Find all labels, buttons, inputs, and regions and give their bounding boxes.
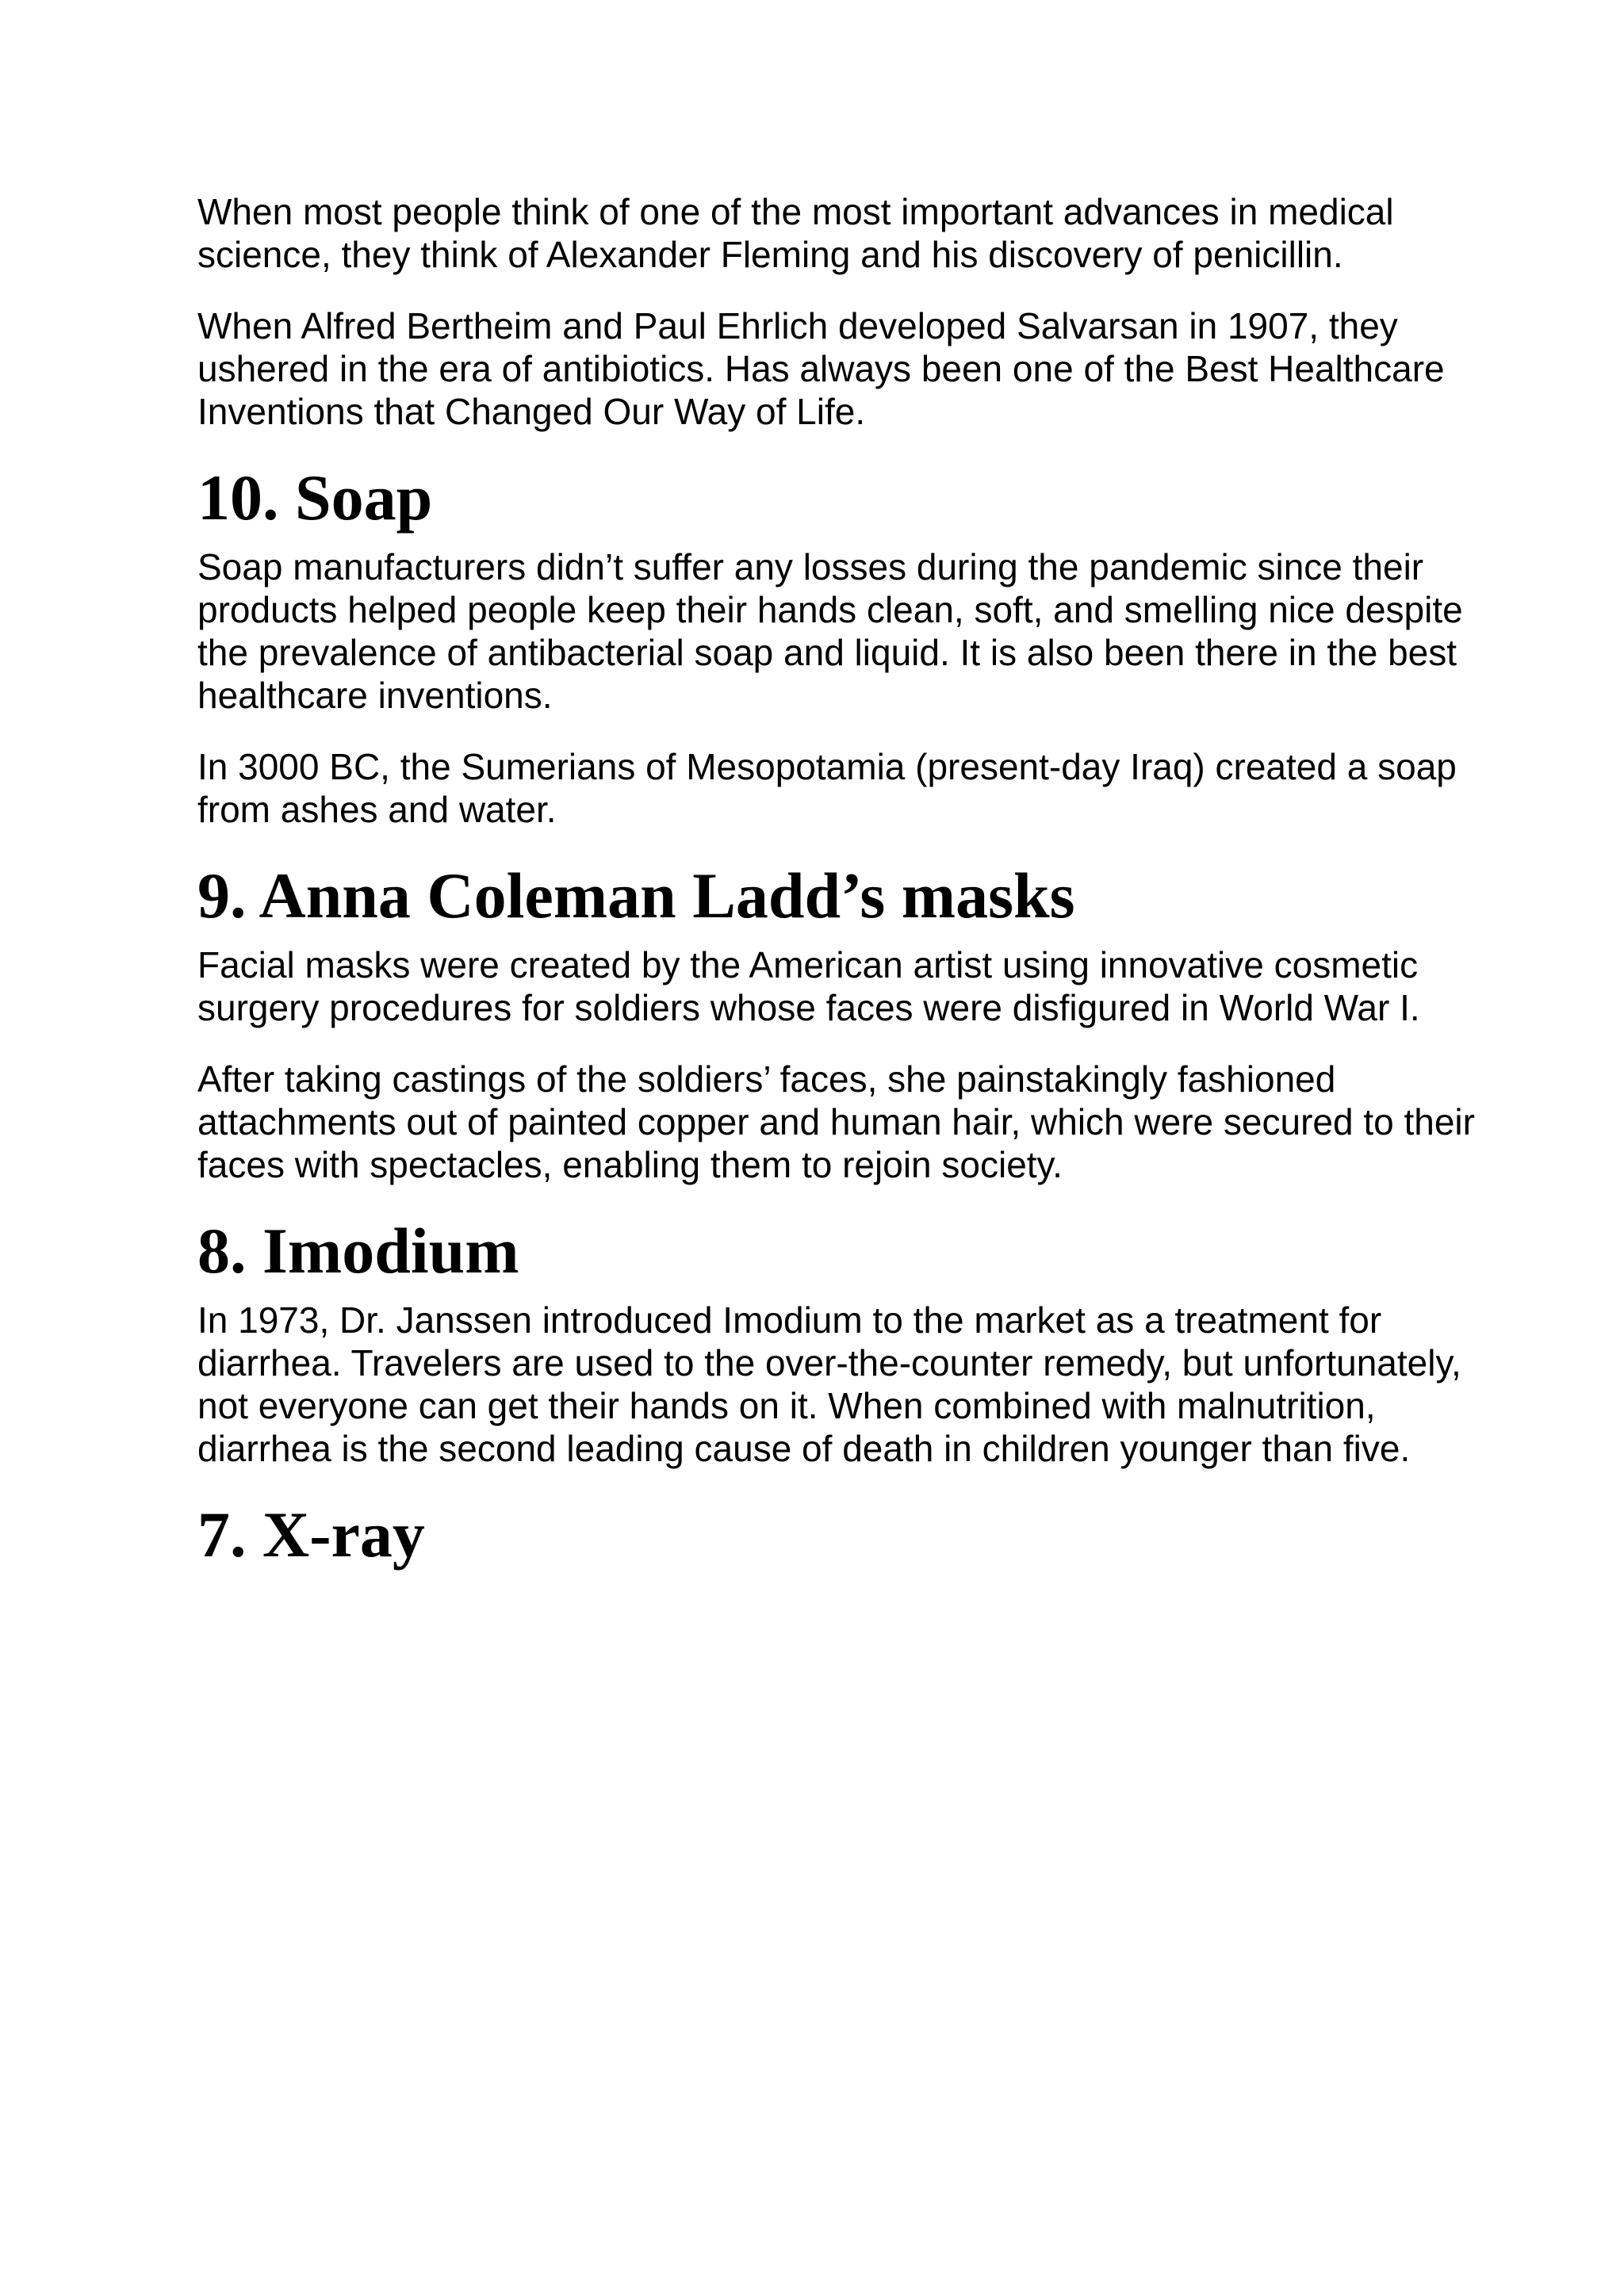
section-heading-soap: 10. Soap: [197, 461, 433, 534]
document-page: [197, 190, 1482, 1582]
masks-paragraph-2: After taking castings of the soldiers’ faces, she painstakingly fashioned attachments out of painted copper and human hair, which were secured to their faces with spectacles, enabling them to rejoin society.: [197, 1058, 1475, 1185]
section-heading-masks: 9. Anna Coleman Ladd’s masks: [197, 859, 1075, 932]
soap-paragraph-1: Soap manufacturers didn’t suffer any losses during the pandemic since their products helped people keep their hands clean, soft, and smelling nice despite the prevalence of antibacterial soap and liquid. It is also been there in the best healthcare inventions.: [197, 546, 1463, 716]
soap-paragraph-2: In 3000 BC, the Sumerians of Mesopotamia (present-day Iraq) created a soap from ashes and water.: [197, 746, 1457, 830]
section-heading-imodium: 8. Imodium: [197, 1215, 519, 1287]
intro-paragraph-2: When Alfred Bertheim and Paul Ehrlich developed Salvarsan in 1907, they ushered in the era of antibiotics. Has always been one of the Best Healthcare Inventions that Changed Our Way of Life.: [197, 305, 1445, 432]
imodium-paragraph-1: In 1973, Dr. Janssen introduced Imodium to the market as a treatment for diarrhea. Travelers are used to the over-the-counter remedy, but unfortunately, not everyone can get their hands on it. When combined with malnutrition, diarrhea is the second leading cause of death in children younger than five.: [197, 1299, 1461, 1469]
section-heading-xray: 7. X-ray: [197, 1498, 425, 1571]
masks-paragraph-1: Facial masks were created by the American artist using innovative cosmetic surgery procedures for soldiers whose faces were disfigured in World War I.: [197, 944, 1420, 1028]
intro-paragraph-1: When most people think of one of the most important advances in medical science, they think of Alexander Fleming and his discovery of penicillin.: [197, 191, 1394, 275]
